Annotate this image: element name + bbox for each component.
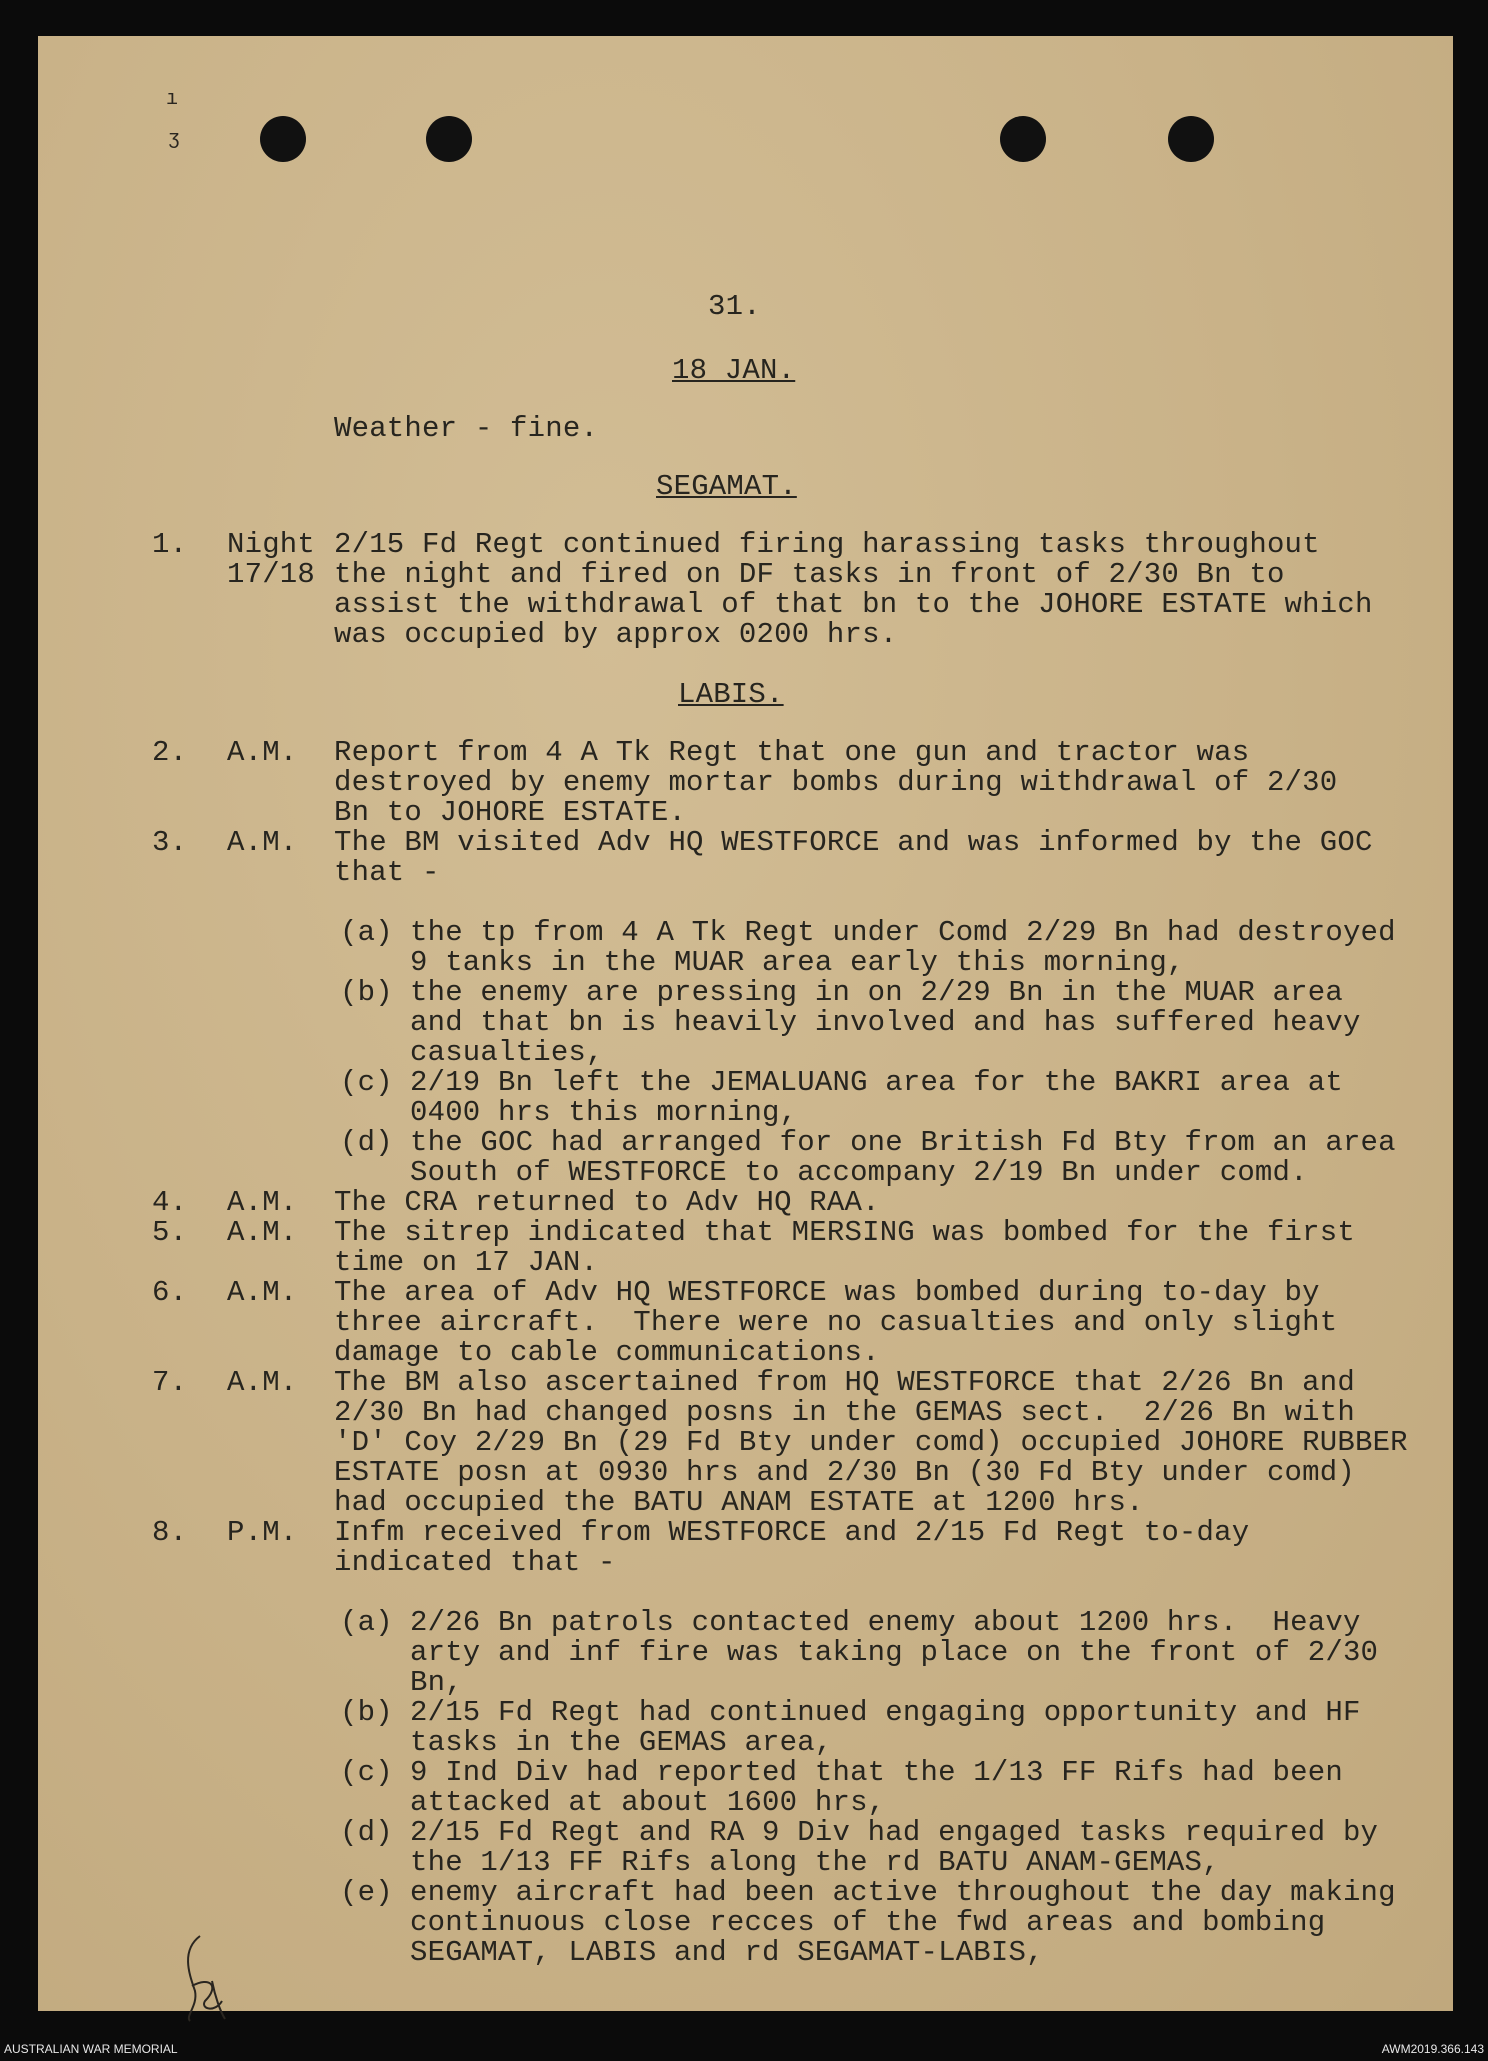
- entry-number: 5.: [152, 1216, 188, 1249]
- entry-line: indicated that -: [334, 1546, 616, 1579]
- entry-line: 'D' Coy 2/29 Bn (29 Fd Bty under comd) occupied JOHORE RUBBER: [334, 1426, 1408, 1459]
- subitem-line: 2/15 Fd Regt had continued engaging opportunity and HF: [410, 1696, 1361, 1729]
- entry-line: time on 17 JAN.: [334, 1246, 599, 1279]
- subitem-line: 0400 hrs this morning,: [410, 1096, 798, 1129]
- entry-line: damage to cable communications.: [334, 1336, 880, 1369]
- entry-time: A.M.: [227, 1216, 298, 1249]
- entry-line: assist the withdrawal of that bn to the JOHORE ESTATE which: [334, 588, 1373, 621]
- initials-signature: [170, 1931, 240, 2026]
- entry-line: The CRA returned to Adv HQ RAA.: [334, 1186, 880, 1219]
- entry-line: had occupied the BATU ANAM ESTATE at 1200 hrs.: [334, 1486, 1144, 1519]
- subitem-letter: (c): [340, 1756, 393, 1789]
- entry-line: the night and fired on DF tasks in front of 2/30 Bn to: [334, 558, 1285, 591]
- subitem-line: and that bn is heavily involved and has suffered heavy: [410, 1006, 1361, 1039]
- punch-hole: [1000, 116, 1046, 162]
- footer-catalogue-id: AWM2019.366.143: [1381, 2042, 1484, 2056]
- entry-number: 1.: [152, 528, 188, 561]
- footer-credit: AUSTRALIAN WAR MEMORIAL: [4, 2042, 178, 2056]
- subitem-line: tasks in the GEMAS area,: [410, 1726, 833, 1759]
- entry-time: Night: [227, 528, 316, 561]
- punch-hole: [260, 116, 306, 162]
- subitem-line: 9 tanks in the MUAR area early this morning,: [410, 946, 1185, 979]
- pencil-mark: ʒ: [168, 128, 181, 151]
- subitem-letter: (e): [340, 1876, 393, 1909]
- entry-line: that -: [334, 856, 440, 889]
- entry-line: three aircraft. There were no casualties and only slight: [334, 1306, 1338, 1339]
- subitem-line: arty and inf fire was taking place on the front of 2/30: [410, 1636, 1379, 1669]
- entry-line: was occupied by approx 0200 hrs.: [334, 618, 898, 651]
- punch-hole: [426, 116, 472, 162]
- entry-line: The sitrep indicated that MERSING was bombed for the first: [334, 1216, 1355, 1249]
- subitem-line: South of WESTFORCE to accompany 2/19 Bn under comd.: [410, 1156, 1308, 1189]
- entry-time: P.M.: [227, 1516, 298, 1549]
- entry-time: A.M.: [227, 826, 298, 859]
- subitem-letter: (d): [340, 1816, 393, 1849]
- entry-line: ESTATE posn at 0930 hrs and 2/30 Bn (30 Fd Bty under comd): [334, 1456, 1355, 1489]
- entry-line: The area of Adv HQ WESTFORCE was bombed during to-day by: [334, 1276, 1320, 1309]
- subitem-line: 9 Ind Div had reported that the 1/13 FF Rifs had been: [410, 1756, 1343, 1789]
- section-heading-segamat: SEGAMAT.: [656, 470, 797, 503]
- subitem-line: attacked at about 1600 hrs,: [410, 1786, 886, 1819]
- subitem-line: continuous close recces of the fwd areas and bombing: [410, 1906, 1326, 1939]
- subitem-line: casualties,: [410, 1036, 604, 1069]
- entry-number: 8.: [152, 1516, 188, 1549]
- entry-line: The BM also ascertained from HQ WESTFORCE that 2/26 Bn and: [334, 1366, 1355, 1399]
- subitem-line: 2/15 Fd Regt and RA 9 Div had engaged tasks required by: [410, 1816, 1379, 1849]
- entry-number: 6.: [152, 1276, 188, 1309]
- entry-number: 4.: [152, 1186, 188, 1219]
- subitem-letter: (a): [340, 1606, 393, 1639]
- page-number: 31.: [708, 290, 761, 323]
- entry-number: 3.: [152, 826, 188, 859]
- subitem-line: enemy aircraft had been active throughout the day making: [410, 1876, 1396, 1909]
- subitem-line: Bn,: [410, 1666, 463, 1699]
- subitem-line: the tp from 4 A Tk Regt under Comd 2/29 Bn had destroyed: [410, 916, 1396, 949]
- entry-time: A.M.: [227, 1366, 298, 1399]
- entry-line: The BM visited Adv HQ WESTFORCE and was informed by the GOC: [334, 826, 1373, 859]
- entry-time: A.M.: [227, 1276, 298, 1309]
- entry-time: 17/18: [227, 558, 316, 591]
- entry-number: 2.: [152, 736, 188, 769]
- section-heading-labis: LABIS.: [678, 678, 784, 711]
- subitem-line: the enemy are pressing in on 2/29 Bn in the MUAR area: [410, 976, 1343, 1009]
- subitem-letter: (b): [340, 1696, 393, 1729]
- pencil-mark: ı: [166, 88, 179, 111]
- subitem-letter: (c): [340, 1066, 393, 1099]
- entry-number: 7.: [152, 1366, 188, 1399]
- entry-time: A.M.: [227, 736, 298, 769]
- subitem-letter: (a): [340, 916, 393, 949]
- subitem-letter: (d): [340, 1126, 393, 1159]
- entry-line: Report from 4 A Tk Regt that one gun and tractor was: [334, 736, 1250, 769]
- entry-line: 2/15 Fd Regt continued firing harassing tasks throughout: [334, 528, 1320, 561]
- subitem-line: SEGAMAT, LABIS and rd SEGAMAT-LABIS,: [410, 1936, 1044, 1969]
- date-heading: 18 JAN.: [672, 354, 796, 387]
- entry-line: destroyed by enemy mortar bombs during withdrawal of 2/30: [334, 766, 1338, 799]
- entry-line: 2/30 Bn had changed posns in the GEMAS sect. 2/26 Bn with: [334, 1396, 1355, 1429]
- subitem-line: 2/19 Bn left the JEMALUANG area for the BAKRI area at: [410, 1066, 1343, 1099]
- subitem-line: the 1/13 FF Rifs along the rd BATU ANAM-GEMAS,: [410, 1846, 1220, 1879]
- entry-time: A.M.: [227, 1186, 298, 1219]
- weather-line: Weather - fine.: [334, 412, 599, 445]
- subitem-letter: (b): [340, 976, 393, 1009]
- punch-hole: [1168, 116, 1214, 162]
- entry-line: Infm received from WESTFORCE and 2/15 Fd Regt to-day: [334, 1516, 1250, 1549]
- subitem-line: the GOC had arranged for one British Fd Bty from an area: [410, 1126, 1396, 1159]
- entry-line: Bn to JOHORE ESTATE.: [334, 796, 687, 829]
- subitem-line: 2/26 Bn patrols contacted enemy about 1200 hrs. Heavy: [410, 1606, 1361, 1639]
